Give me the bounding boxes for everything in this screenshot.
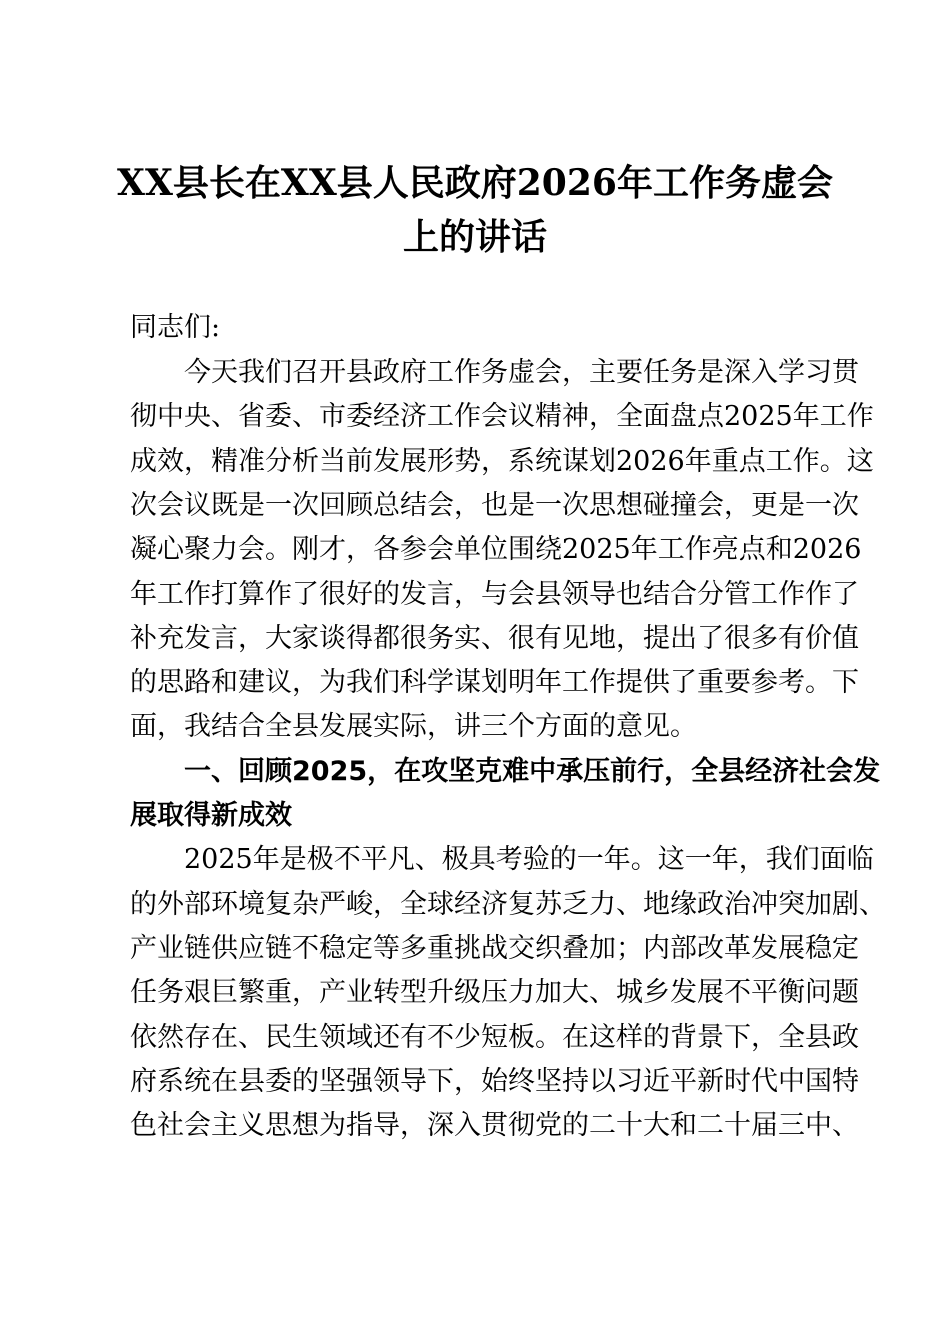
body-paragraph-line: 色社会主义思想为指导，深入贯彻党的二十大和二十届三中、: [130, 1110, 859, 1142]
body-paragraph-line: 的思路和建议，为我们科学谋划明年工作提供了重要参考。下: [130, 667, 859, 699]
document-title: [0, 156, 950, 264]
body-paragraph-line: 凝心聚力会。刚才，各参会单位围绕2025年工作亮点和2026: [130, 534, 862, 566]
section-heading-line: 一、回顾2025，在攻坚克难中承压前行，全县经济社会发: [130, 755, 881, 787]
body-paragraph-line: 任务艰巨繁重，产业转型升级压力加大、城乡发展不平衡问题: [130, 977, 859, 1009]
body-paragraph-line: 府系统在县委的坚强领导下，始终坚持以习近平新时代中国特: [130, 1065, 859, 1097]
salutation: 同志们:: [130, 312, 221, 343]
body-paragraph-line: 面，我结合全县发展实际，讲三个方面的意见。: [130, 711, 697, 743]
body-paragraph-line: 依然存在、民生领域还有不少短板。在这样的背景下，全县政: [130, 1021, 859, 1053]
body-paragraph-line: 彻中央、省委、市委经济工作会议精神，全面盘点2025年工作: [130, 401, 874, 433]
body-paragraph-line: 今天我们召开县政府工作务虚会，主要任务是深入学习贯: [130, 357, 859, 388]
body-paragraph-line: 产业链供应链不稳定等多重挑战交织叠加；内部改革发展稳定: [130, 932, 859, 964]
body-paragraph-line: 次会议既是一次回顾总结会，也是一次思想碰撞会，更是一次: [130, 489, 859, 521]
body-paragraph-line: 的外部环境复杂严峻，全球经济复苏乏力、地缘政治冲突加剧、: [130, 888, 886, 920]
title-line-2: 上的讲话: [402, 216, 547, 258]
title-line-1: XX县长在XX县人民政府2026年工作务虚会: [117, 162, 833, 204]
body-paragraph-line: 年工作打算作了很好的发言，与会县领导也结合分管工作作了: [130, 578, 859, 610]
body-paragraph-line: 补充发言，大家谈得都很务实、很有见地，提出了很多有价值: [130, 622, 859, 654]
section-heading-line: 展取得新成效: [130, 800, 292, 831]
body-paragraph-line: 2025年是极不平凡、极具考验的一年。这一年，我们面临: [130, 844, 874, 876]
body-paragraph-line: 成效，精准分析当前发展形势，系统谋划2026年重点工作。这: [130, 445, 874, 477]
